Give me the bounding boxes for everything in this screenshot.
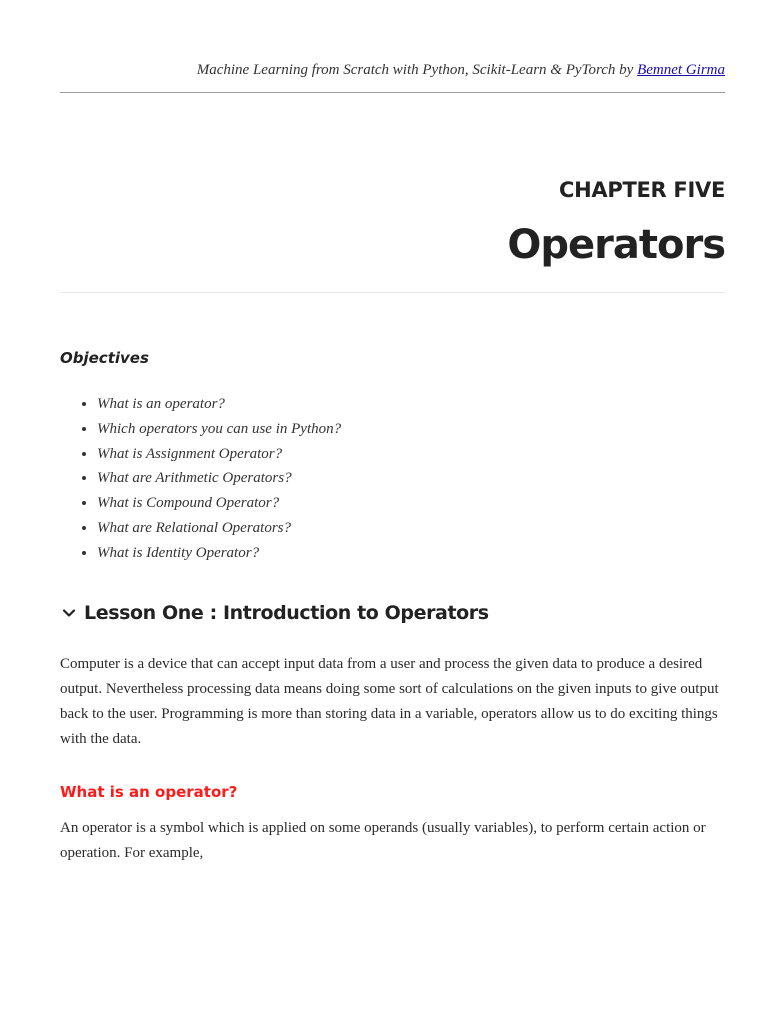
title-divider (60, 292, 725, 293)
lesson-heading[interactable] (60, 602, 489, 624)
objectives-heading: Objectives (60, 349, 149, 367)
chapter-title: Operators (507, 222, 725, 268)
header-divider (60, 92, 725, 93)
section-paragraph: An operator is a symbol which is applied on some operands (usually variables), to perform certain action or operation. For example, (60, 820, 706, 861)
objective-item: • What is Identity Operator? (97, 543, 341, 568)
chapter-label: CHAPTER FIVE (559, 178, 725, 202)
running-header (60, 62, 725, 79)
objective-item: • What are Relational Operators? (97, 518, 341, 543)
book-title: Machine Learning from Scratch with Python, Scikit-Learn & PyTorch by (196, 62, 638, 78)
objective-item: • Which operators you can use in Python? (97, 419, 341, 444)
chevron-down-icon[interactable] (60, 604, 78, 622)
objective-item: • What are Arithmetic Operators? (97, 468, 341, 493)
section-heading: What is an operator? (60, 783, 238, 801)
objective-item: • What is Assignment Operator? (97, 444, 341, 469)
intro-paragraph: Computer is a device that can accept input data from a user and process the given data to produce a desired output. Nevertheless processing data means doing some sort of calculations on the given inputs to give output back to the user. Programming is more than storing data in a variable, operators allow us to do exciting things with the data. (60, 656, 719, 747)
objectives-list (60, 394, 341, 568)
objective-item: • What is Compound Operator? (97, 493, 341, 518)
author-link[interactable]: Bemnet Girma (637, 62, 725, 78)
lesson-title: Lesson One : Introduction to Operators (84, 602, 489, 624)
objective-item: • What is an operator? (97, 394, 341, 419)
